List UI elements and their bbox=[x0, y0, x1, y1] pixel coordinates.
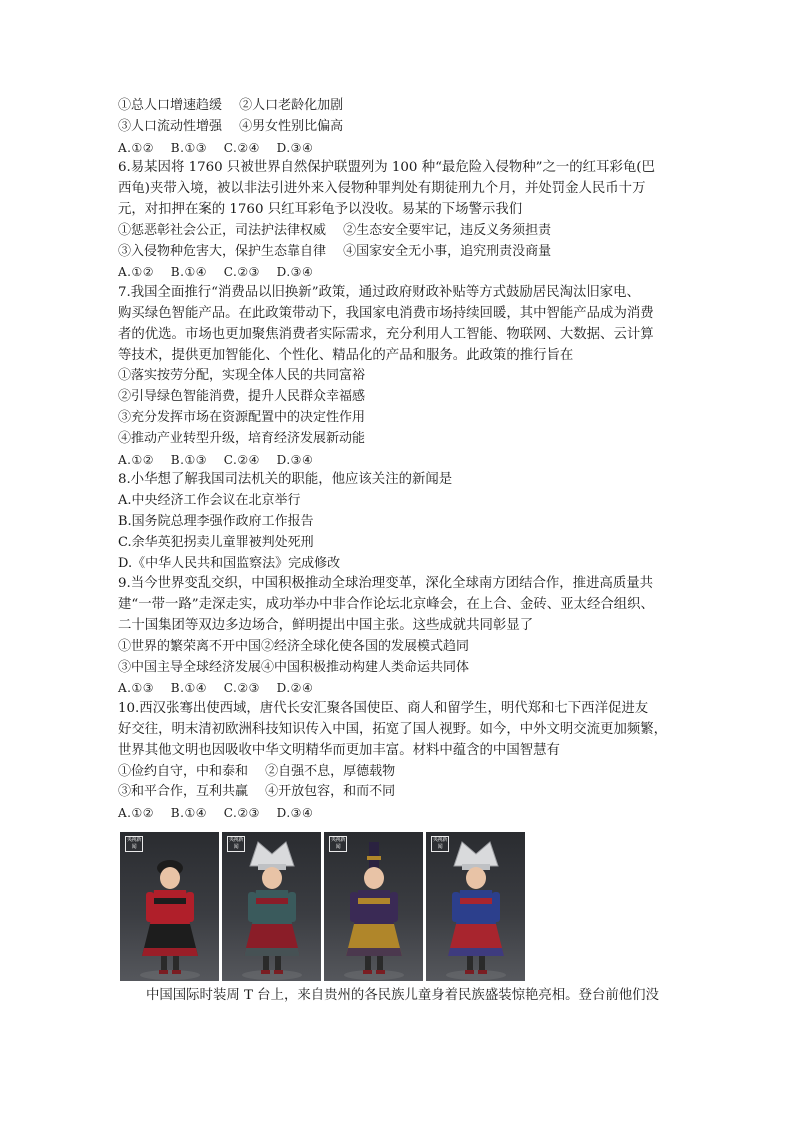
runway-photo-4 bbox=[426, 832, 525, 981]
q6-options-line-2: ③入侵物种危害大，保护生态靠自律 ④国家安全无小事，追究刑责没商量 bbox=[118, 243, 552, 259]
q5-options-line-2: ③人口流动性增强 ④男女性别比偏高 bbox=[118, 118, 344, 134]
runway-photo-1 bbox=[120, 832, 219, 981]
child-figure-3 bbox=[324, 832, 423, 981]
q7-option-2: ②引导绿色智能消费，提升人民群众幸福感 bbox=[118, 389, 366, 405]
q7-option-4: ④推动产业转型升级，培育经济发展新动能 bbox=[118, 430, 366, 446]
runway-photo-2 bbox=[222, 832, 321, 981]
cctv-news-logo: 央视新闻 bbox=[330, 836, 346, 850]
exam-page bbox=[118, 96, 688, 1007]
q8-option-d: D.《中华人民共和国监察法》完成修改 bbox=[118, 555, 341, 571]
q6-options-line-1: ①惩恶彰社会公正，司法护法律权威 ②生态安全要牢记，违反义务须担责 bbox=[118, 222, 552, 238]
q7-stem-line-2: 购买绿色智能产品。在此政策带动下，我国家电消费市场持续回暖，其中智能产品成为消费 bbox=[118, 305, 654, 321]
q6-stem-line-1: 6.易某因将 1760 只被世界自然保护联盟列为 100 种“最危险入侵物种”之一的红耳彩龟(巴 bbox=[118, 160, 655, 176]
q10-stem-line-2: 好交往，明末清初欧洲科技知识传入中国，拓宽了国人视野。如今，中外文明交流更加频繁， bbox=[118, 721, 668, 737]
q5-answer-choices: A.①② B.①③ C.②④ D.③④ bbox=[118, 140, 314, 155]
runway-photo-strip bbox=[120, 832, 688, 981]
child-figure-1 bbox=[120, 832, 219, 981]
q8-stem: 8.小华想了解我国司法机关的职能，他应该关注的新闻是 bbox=[118, 472, 453, 488]
runway-photo-3 bbox=[324, 832, 423, 981]
q9-stem-line-1: 9.当今世界变乱交织，中国积极推动全球治理变革，深化全球南方团结合作，推进高质量共 bbox=[118, 576, 654, 592]
q7-option-1: ①落实按劳分配，实现全体人民的共同富裕 bbox=[118, 368, 366, 384]
q7-stem-line-4: 等技术，提供更加智能化、个性化、精品化的产品和服务。此政策的推行旨在 bbox=[118, 347, 574, 363]
q5-options-line-1: ①总人口增速趋缓 ②人口老龄化加剧 bbox=[118, 98, 344, 113]
q7-answer-choices: A.①② B.①③ C.②④ D.③④ bbox=[118, 452, 314, 467]
q6-answer-choices: A.①② B.①④ C.②③ D.③④ bbox=[118, 265, 314, 280]
child-figure-2 bbox=[222, 832, 321, 981]
q7-option-3: ③充分发挥市场在资源配置中的决定性作用 bbox=[118, 409, 366, 425]
photo-caption: 中国国际时装周 T 台上，来自贵州的各民族儿童身着民族盛装惊艳亮相。登台前他们没 bbox=[146, 987, 659, 1003]
q9-answer-choices: A.①③ B.①④ C.②③ D.②④ bbox=[118, 681, 314, 696]
q9-options-line-2: ③中国主导全球经济发展④中国积极推动构建人类命运共同体 bbox=[118, 659, 470, 675]
q10-stem-line-3: 世界其他文明也因吸收中华文明精华而更加丰富。材料中蕴含的中国智慧有 bbox=[118, 742, 560, 758]
q6-stem-line-2: 西龟)夹带入境，被以非法引进外来入侵物种罪判处有期徒刑九个月，并处罚金人民币十万 bbox=[118, 181, 646, 197]
q10-options-line-2: ③和平合作，互利共赢 ④开放包容，和而不同 bbox=[118, 784, 396, 800]
q8-option-c: C.余华英犯拐卖儿童罪被判处死刑 bbox=[118, 534, 314, 550]
q10-options-line-1: ①俭约自守，中和泰和 ②自强不息，厚德载物 bbox=[118, 763, 396, 779]
q10-stem-line-1: 10.西汉张骞出使西域，唐代长安汇聚各国使臣、商人和留学生，明代郑和七下西洋促进友 bbox=[118, 701, 649, 717]
q9-options-line-1: ①世界的繁荣离不开中国②经济全球化使各国的发展模式趋同 bbox=[118, 638, 470, 654]
cctv-news-logo: 央视新闻 bbox=[432, 836, 448, 850]
q7-stem-line-3: 者的优选。市场也更加聚焦消费者实际需求，充分利用人工智能、物联网、大数据、云计算 bbox=[118, 326, 654, 342]
child-figure-4 bbox=[426, 832, 525, 981]
q6-stem-line-3: 元，对扣押在案的 1760 只红耳彩龟予以没收。易某的下场警示我们 bbox=[118, 201, 523, 217]
q7-stem-line-1: 7.我国全面推行“消费品以旧换新”政策，通过政府财政补贴等方式鼓励居民淘汰旧家电、 bbox=[118, 285, 640, 301]
cctv-news-logo: 央视新闻 bbox=[126, 836, 142, 850]
q9-stem-line-2: 建“一带一路”走深走实，成功举办中非合作论坛北京峰会，在上合、金砖、亚太经合组织、 bbox=[118, 597, 654, 613]
q8-option-b: B.国务院总理李强作政府工作报告 bbox=[118, 513, 314, 529]
q8-option-a: A.中央经济工作会议在北京举行 bbox=[118, 493, 301, 509]
cctv-news-logo: 央视新闻 bbox=[228, 836, 244, 850]
q10-answer-choices: A.①② B.①④ C.②③ D.③④ bbox=[118, 806, 314, 821]
q9-stem-line-3: 二十国集团等双边多边场合，鲜明提出中国主张。这些成就共同彰显了 bbox=[118, 617, 534, 633]
